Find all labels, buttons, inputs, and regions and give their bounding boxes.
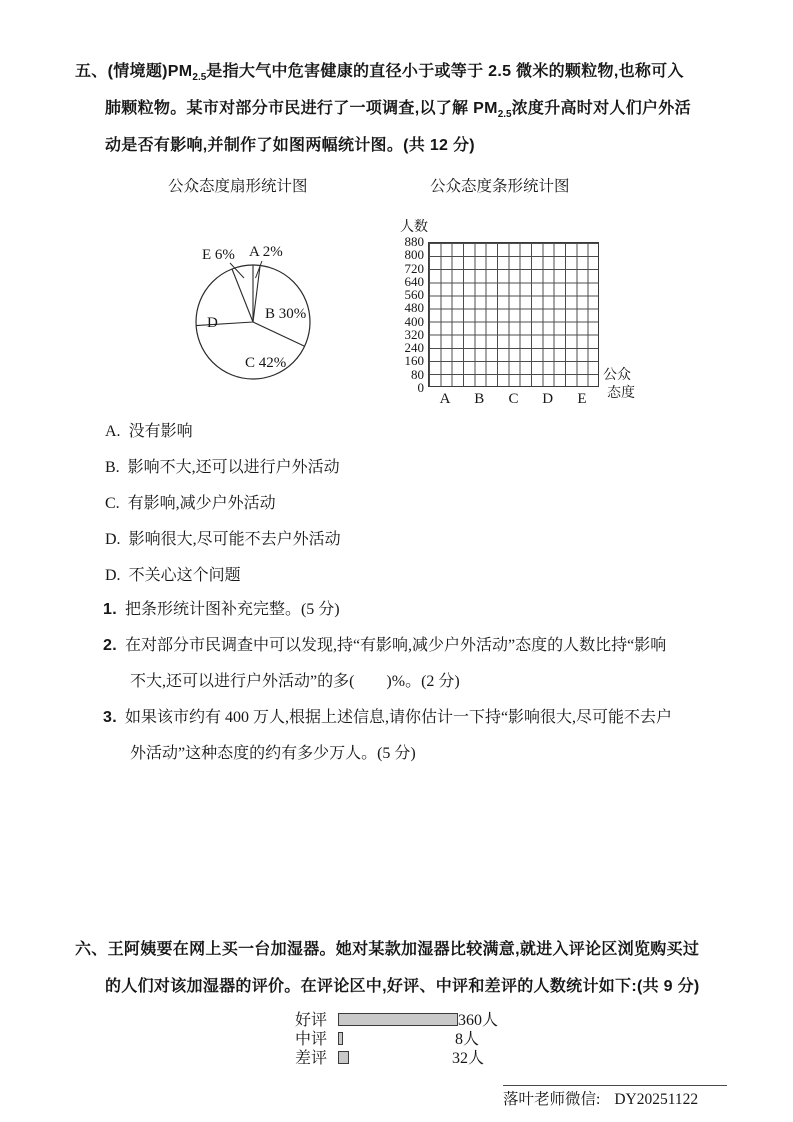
option-text: 不关心这个问题	[128, 567, 241, 584]
sub-text: 在对部分市民调查中可以发现,持“有影响,减少户外活动”态度的人数比持“影响	[124, 637, 667, 654]
bar-chart-title: 公众态度条形统计图	[430, 178, 570, 195]
q5-stem-text-1: 是指大气中危害健康的直径小于或等于 2.5 微米的颗粒物,也称可入	[206, 63, 684, 80]
q6-bar-label-bad: 差评	[295, 1050, 328, 1067]
x-tick: A	[439, 391, 451, 407]
q5-stem-text-2a: 肺颗粒物。某市对部分市民进行了一项调查,以了解	[105, 100, 474, 117]
bar-chart-grid	[428, 242, 599, 387]
sub-number: 1.	[103, 601, 117, 618]
q5-sub1	[103, 600, 340, 620]
q5-stem-line3	[105, 136, 475, 156]
q6-bar-good	[338, 1013, 458, 1026]
q5-stem-text-3: 动是否有影响,并制作了如图两幅统计图。(共 12 分)	[105, 137, 475, 154]
x-tick: D	[542, 391, 554, 407]
y-tick: 480	[404, 300, 424, 316]
option-label: B.	[105, 459, 120, 476]
option-label: C.	[105, 495, 120, 512]
footer	[503, 1090, 698, 1109]
pie-label-c: C 42%	[245, 355, 287, 371]
pie-label-e: E 6%	[202, 247, 235, 263]
option-label: D.	[105, 531, 121, 548]
y-tick: 400	[404, 313, 424, 329]
option-text: 有影响,减少户外活动	[127, 495, 276, 512]
pie-chart-title: 公众态度扇形统计图	[168, 178, 308, 195]
y-tick: 160	[404, 353, 424, 369]
q5-tag: (情境题)	[107, 63, 168, 80]
option-text: 影响不大,还可以进行户外活动	[127, 459, 340, 476]
y-tick: 640	[404, 273, 424, 289]
q6-bar-value-bad: 32人	[452, 1050, 485, 1067]
q5-sub2-line2: 不大,还可以进行户外活动”的多( )%。(2 分)	[130, 673, 460, 690]
q5-number: 五、	[75, 63, 108, 80]
q6-bar-label-medium: 中评	[295, 1031, 328, 1048]
q5-option-b	[105, 458, 340, 478]
option-label: A.	[105, 423, 121, 440]
y-tick: 800	[404, 247, 424, 263]
pm-text: PM	[167, 63, 193, 80]
q6-number: 六、	[75, 941, 108, 958]
bar-chart-x-ticks	[428, 391, 599, 408]
y-tick: 720	[404, 260, 424, 276]
q5-option-a	[105, 422, 193, 442]
y-tick: 320	[404, 326, 424, 342]
x-tick: E	[577, 391, 587, 407]
q6-stem-line1	[75, 940, 699, 960]
q5-pie-chart	[150, 242, 370, 402]
sub-text: 如果该市约有 400 万人,根据上述信息,请你估计一下持“影响很大,尽可能不去户	[124, 709, 673, 726]
q6-bar-bad	[338, 1051, 349, 1064]
q5-sub3-line1	[103, 708, 672, 728]
y-tick: 240	[404, 340, 424, 356]
bar-chart-x-axis-label-line2: 态度	[607, 386, 635, 401]
x-tick: C	[508, 391, 519, 407]
footer-label: 落叶老师微信:	[503, 1091, 601, 1108]
pm-text: PM	[473, 100, 498, 117]
pie-label-d: D	[207, 315, 218, 331]
pie-label-a: A 2%	[249, 244, 283, 260]
q6-bar-medium	[338, 1032, 343, 1045]
bar-chart-y-ticks	[382, 235, 424, 394]
option-text: 没有影响	[128, 423, 193, 440]
sub-text: 把条形统计图补充完整。(5 分)	[124, 601, 340, 618]
bar-chart-x-axis-label-line1: 公众	[603, 368, 631, 383]
x-tick: B	[474, 391, 485, 407]
q5-sub3-line2: 外活动”这种态度的约有多少万人。(5 分)	[130, 745, 416, 762]
q6-bar-value-good: 360人	[458, 1012, 499, 1029]
q5-option-d2	[105, 566, 241, 586]
q6-stem-text-1: 王阿姨要在网上买一台加湿器。她对某款加湿器比较满意,就进入评论区浏览购买过	[107, 941, 700, 958]
pm-subscript: 2.5	[192, 72, 207, 83]
footer-divider	[503, 1085, 727, 1086]
q5-option-c	[105, 494, 276, 514]
y-tick: 80	[411, 366, 424, 382]
q6-stem-line2: 的人们对该加湿器的评价。在评论区中,好评、中评和差评的人数统计如下:(共 9 分)	[105, 978, 700, 995]
pm-subscript: 2.5	[497, 109, 512, 120]
sub-number: 2.	[103, 637, 117, 654]
y-tick: 880	[404, 234, 424, 249]
q6-bar-value-medium: 8人	[455, 1031, 480, 1048]
q6-bar-label-good: 好评	[295, 1012, 328, 1029]
option-label: D.	[105, 567, 121, 584]
q5-stem-line1	[75, 62, 684, 85]
bar-chart-y-axis-label: 人数	[400, 220, 428, 235]
y-tick: 560	[404, 287, 424, 303]
footer-code: DY20251122	[614, 1091, 699, 1108]
q5-option-d	[105, 530, 341, 550]
pie-label-b: B 30%	[265, 306, 307, 322]
sub-number: 3.	[103, 709, 117, 726]
q5-stem-line2	[105, 99, 691, 122]
q5-stem-text-2b: 浓度升高时对人们户外活	[511, 100, 691, 117]
option-text: 影响很大,尽可能不去户外活动	[128, 531, 341, 548]
q5-sub2-line1	[103, 636, 666, 656]
y-tick: 0	[417, 379, 424, 395]
